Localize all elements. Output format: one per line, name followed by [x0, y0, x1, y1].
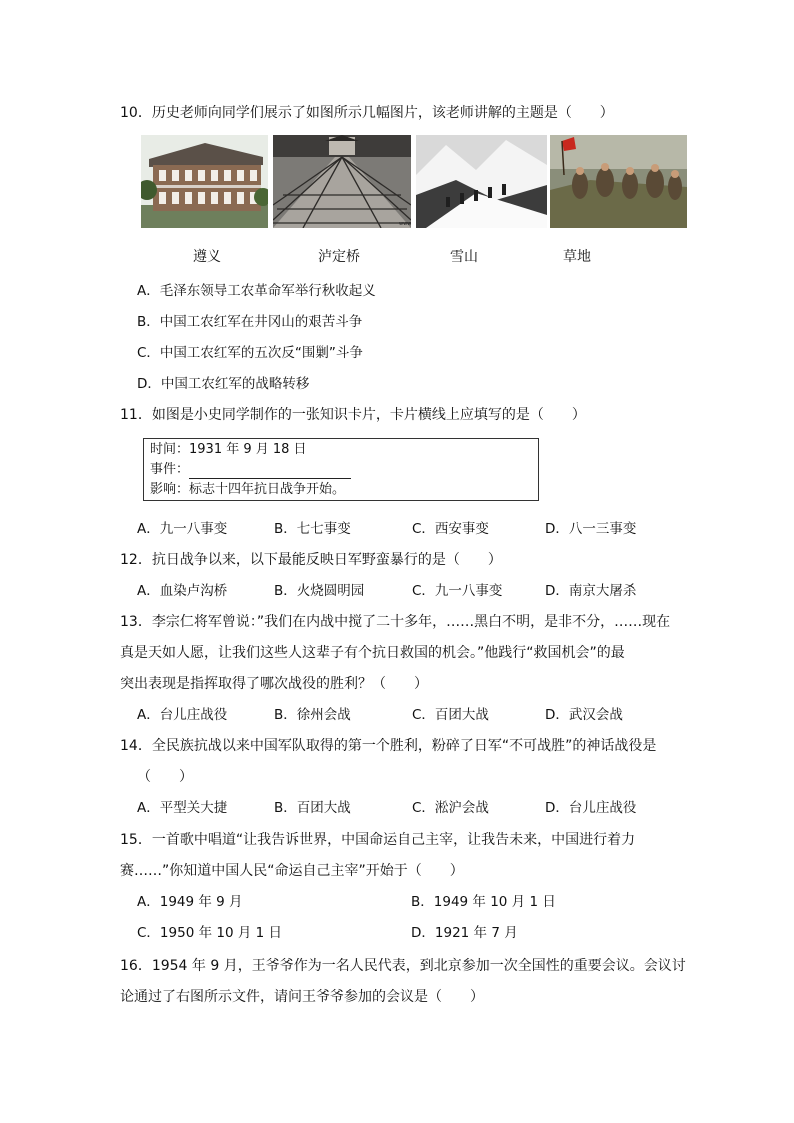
q14-option-b[interactable]: B．百团大战 [274, 800, 351, 816]
q14-line-1: 14．全民族抗战以来中国军队取得的第一个胜利，粉碎了日军“不可战胜”的神话战役是 [120, 738, 657, 754]
q15-option-c[interactable]: C．1950 年 10 月 1 日 [137, 925, 283, 941]
q12-option-b[interactable]: B．火烧圆明园 [274, 583, 365, 599]
q15-line-2: 赛……”你知道中国人民“命运自己主宰”开始于（ ） [120, 863, 464, 879]
q12-option-a[interactable]: A．血染卢沟桥 [137, 583, 228, 599]
q14-option-a[interactable]: A．平型关大捷 [137, 800, 228, 816]
q13-option-c[interactable]: C．百团大战 [412, 707, 489, 723]
luding-bridge-photo [273, 135, 411, 228]
q15-option-a[interactable]: A．1949 年 9 月 [137, 894, 243, 910]
card-impact: 影响：标志十四年抗日战争开始。 [150, 482, 346, 497]
q13-line-3: 突出表现是指挥取得了哪次战役的胜利？（ ） [120, 676, 428, 692]
grassland-painting [550, 135, 687, 228]
caption-zunyi: 遵义 [193, 249, 221, 265]
q11-option-d[interactable]: D．八一三事变 [545, 521, 637, 537]
q12-option-d[interactable]: D．南京大屠杀 [545, 583, 637, 599]
q13-option-a[interactable]: A．台儿庄战役 [137, 707, 228, 723]
q11-option-b[interactable]: B．七七事变 [274, 521, 351, 537]
q10-option-a[interactable]: A．毛泽东领导工农革命军举行秋收起义 [137, 283, 376, 299]
q12-stem: 12．抗日战争以来，以下最能反映日军野蛮暴行的是（ ） [120, 552, 502, 568]
caption-snow-mountain: 雪山 [450, 249, 478, 265]
q14-line-2: （ ） [137, 769, 193, 785]
q10-image-row [141, 135, 687, 229]
q14-option-c[interactable]: C．淞沪会战 [412, 800, 489, 816]
q10-option-d[interactable]: D．中国工农红军的战略转移 [137, 376, 310, 392]
q16-line-1: 16．1954 年 9 月，王爷爷作为一名人民代表，到北京参加一次全国性的重要会议。会议讨 [120, 958, 686, 974]
card-event-label: 事件： [150, 462, 190, 477]
q11-option-c[interactable]: C．西安事变 [412, 521, 489, 537]
q15-option-b[interactable]: B．1949 年 10 月 1 日 [411, 894, 556, 910]
q10-option-c[interactable]: C．中国工农红军的五次反“围剿”斗争 [137, 345, 363, 361]
q14-option-d[interactable]: D．台儿庄战役 [545, 800, 637, 816]
q13-option-d[interactable]: D．武汉会战 [545, 707, 623, 723]
q15-line-1: 15．一首歌中唱道“让我告诉世界，中国命运自己主宰，让我告未来，中国进行着力 [120, 832, 636, 848]
q13-option-b[interactable]: B．徐州会战 [274, 707, 351, 723]
q10-stem: 10．历史老师向同学们展示了如图所示几幅图片，该老师讲解的主题是（ ） [120, 105, 614, 121]
knowledge-card [143, 438, 539, 501]
q12-option-c[interactable]: C．九一八事变 [412, 583, 503, 599]
card-event [150, 461, 351, 479]
q16-line-2: 论通过了右图所示文件，请问王爷爷参加的会议是（ ） [120, 989, 484, 1005]
q11-option-a[interactable]: A．九一八事变 [137, 521, 228, 537]
caption-luding-bridge: 泸定桥 [318, 249, 360, 265]
zunyi-photo [141, 135, 268, 228]
q11-stem: 11．如图是小史同学制作的一张知识卡片，卡片横线上应填写的是（ ） [120, 407, 586, 423]
q10-option-b[interactable]: B．中国工农红军在井冈山的艰苦斗争 [137, 314, 363, 330]
svg-text:www: www [399, 221, 411, 227]
card-event-blank[interactable] [189, 466, 351, 479]
caption-grassland: 草地 [563, 249, 591, 265]
card-time: 时间：1931 年 9 月 18 日 [150, 442, 307, 457]
snow-mountain-photo [416, 135, 547, 228]
q15-option-d[interactable]: D．1921 年 7 月 [411, 925, 518, 941]
q13-line-1: 13．李宗仁将军曾说：”我们在内战中搅了二十多年，……黑白不明，是非不分，……现在 [120, 614, 671, 630]
q13-line-2: 真是天如人愿，让我们这些人这辈子有个抗日救国的机会。”他践行“救国机会”的最 [120, 645, 625, 661]
